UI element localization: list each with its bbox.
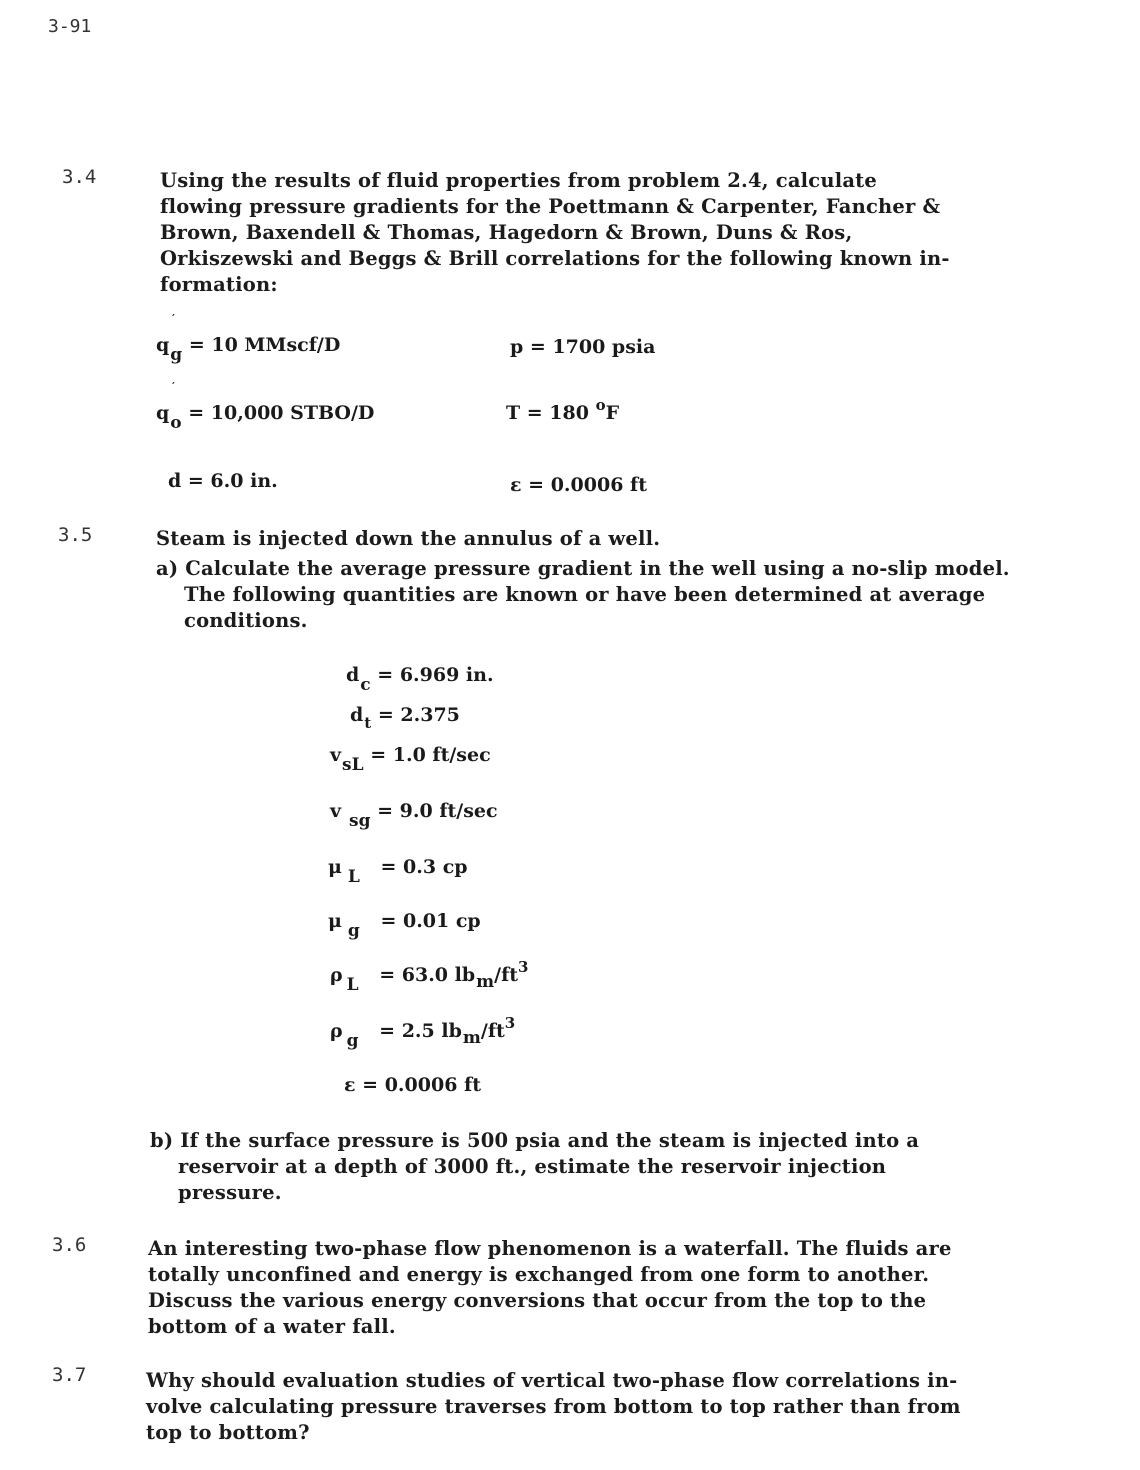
- given-dc: dc = 6.969 in.: [346, 664, 494, 695]
- problem-3-6-text: [148, 1236, 952, 1340]
- problem-3-5-part-b: [150, 1128, 919, 1206]
- text-line: Why should evaluation studies of vertical two-phase flow correlations in-: [146, 1369, 958, 1392]
- problem-3-5-intro: Steam is injected down the annulus of a well.: [156, 527, 661, 550]
- given-vsg: v sg = 9.0 ft/sec: [330, 800, 498, 831]
- text-line: conditions.: [184, 609, 308, 632]
- problem-number-3-7: 3.7: [52, 1364, 87, 1386]
- given-qg: ′ qg = 10 MMscf/D: [156, 312, 341, 365]
- page-number: 3-91: [48, 16, 92, 37]
- text-line: flowing pressure gradients for the Poettmann & Carpenter, Fancher &: [160, 195, 941, 218]
- problem-3-7-text: [146, 1368, 961, 1446]
- given-rho-l: ρ L = 63.0 lbm/$ft^3$: [330, 958, 529, 995]
- text-line: Discuss the various energy conversions that occur from the top to the: [148, 1289, 927, 1312]
- problem-number-3-5: 3.5: [58, 524, 93, 546]
- given-mu-g: μ g = 0.01 cp: [328, 910, 481, 941]
- problem-number-3-6: 3.6: [52, 1234, 87, 1256]
- given-p: p = 1700 psia: [510, 336, 656, 358]
- given-vsl: vsL = 1.0 ft/sec: [330, 744, 491, 775]
- text-line: volve calculating pressure traverses from bottom to top rather than from: [146, 1395, 961, 1418]
- given-epsilon-2: ε = 0.0006 ft: [344, 1074, 481, 1096]
- given-mu-l: μ L = 0.3 cp: [328, 856, 468, 887]
- text-line: a) Calculate the average pressure gradient in the well using a no-slip model.: [156, 557, 1010, 580]
- given-qo: ′ qo = 10,000 STBO/D: [156, 380, 375, 433]
- text-line: An interesting two-phase flow phenomenon is a waterfall. The fluids are: [148, 1237, 952, 1260]
- text-line: bottom of a water fall.: [148, 1315, 396, 1338]
- text-line: pressure.: [178, 1181, 282, 1204]
- problem-3-5-part-a: [156, 556, 1010, 634]
- given-d: d = 6.0 in.: [168, 470, 278, 492]
- text-line: formation:: [160, 273, 278, 296]
- problem-number-3-4: 3.4: [62, 166, 97, 188]
- text-line: reservoir at a depth of 3000 ft., estimate the reservoir injection: [178, 1155, 887, 1178]
- text-line: b) If the surface pressure is 500 psia and the steam is injected into a: [150, 1129, 920, 1152]
- given-epsilon: ε = 0.0006 ft: [510, 474, 647, 496]
- problem-3-4-text: [160, 168, 950, 298]
- text-line: totally unconfined and energy is exchanged from one form to another.: [148, 1263, 930, 1286]
- text-line: The following quantities are known or have been determined at average: [184, 583, 986, 606]
- given-rho-g: ρ g = 2.5 lbm/$ft^3$: [330, 1014, 516, 1051]
- given-t: T = 180 $^o$F: [506, 396, 620, 424]
- text-line: Brown, Baxendell & Thomas, Hagedorn & Brown, Duns & Ros,: [160, 221, 853, 244]
- text-line: Using the results of fluid properties from problem 2.4, calculate: [160, 169, 877, 192]
- given-dt: $d_t = 2.375$: [350, 704, 460, 732]
- text-line: top to bottom?: [146, 1421, 310, 1444]
- text-line: Orkiszewski and Beggs & Brill correlations for the following known in-: [160, 247, 950, 270]
